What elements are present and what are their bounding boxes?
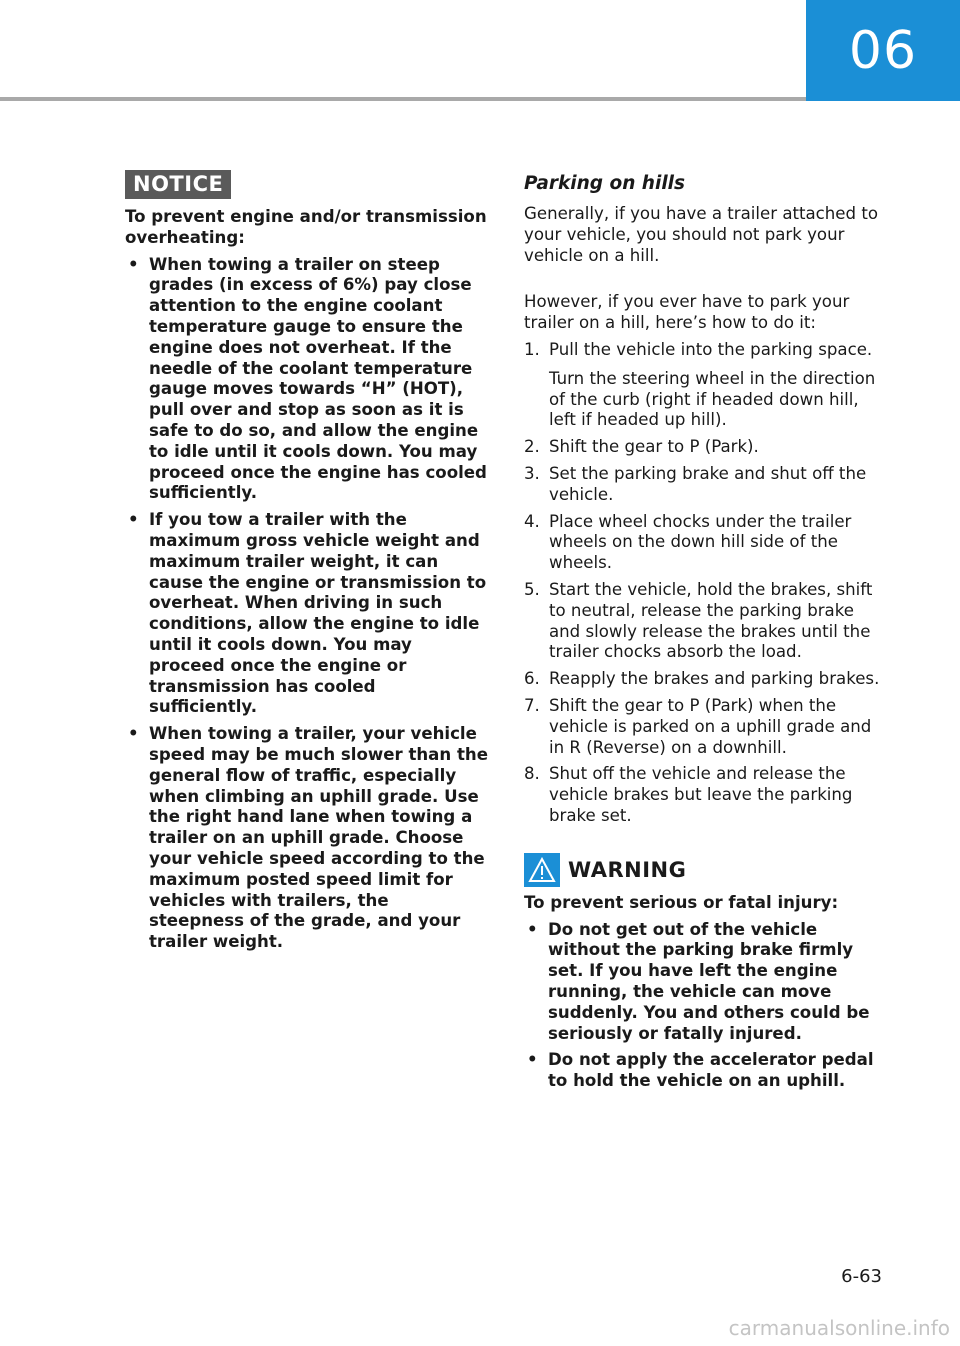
step-item [524, 464, 888, 506]
watermark: carmanualsonline.info [728, 1316, 950, 1340]
step-text: Start the vehicle, hold the brakes, shift to neutral, release the parking brake and slowly release the brakes until the trailer chocks absorb the load. [549, 579, 873, 662]
notice-item: • If you tow a trailer with the maximum gross vehicle weight and maximum trailer weight, it can cause the engine or transmission to overheat. When driving in such conditions, allow the engine to idle until it cools down. You may proceed once the engine or transmission has cooled sufficiently. [125, 510, 489, 718]
step-text: Reapply the brakes and parking brakes. [549, 669, 880, 689]
step-item [524, 437, 888, 458]
notice-column [125, 170, 489, 959]
parking-column [524, 170, 888, 1098]
step-item [524, 696, 888, 758]
chapter-tab [806, 0, 960, 101]
step-text: Shut off the vehicle and release the vehicle brakes but leave the parking brake set. [549, 764, 853, 825]
warning-item: • Do not get out of the vehicle without the parking brake firmly set. If you have left the engine running, the vehicle can move suddenly. You and others could be seriously or fatally injured. [524, 920, 888, 1045]
section-title: Parking on hills [524, 173, 686, 194]
warning-title: WARNING [568, 857, 687, 882]
step-item [524, 580, 888, 663]
step-item [524, 512, 888, 574]
notice-item: • When towing a trailer on steep grades (in excess of 6%) pay close attention to the engine coolant temperature gauge to ensure the engine does not overheat. If the needle of the coolant temperature gauge moves towards “H” (HOT), pull over and stop as soon as it is safe to do so, and allow the engine to idle until it cools down. You may proceed once the engine has cooled sufficiently. [125, 255, 489, 505]
notice-item: • When towing a trailer, your vehicle speed may be much slower than the general flow of traffic, especially when climbing an uphill grade. Use the right hand lane when towing a trailer on an uphill grade. Choose your vehicle speed according to the maximum posted speed limit for vehicles with trailers, the steepness of the grade, and your trailer weight. [125, 724, 489, 953]
step-number: 7. [524, 695, 540, 715]
step-item [524, 669, 888, 690]
notice-intro: To prevent engine and/or transmission overheating: [125, 207, 487, 247]
step-item [524, 340, 888, 431]
header-rule [0, 97, 806, 101]
step-text: Pull the vehicle into the parking space. [549, 339, 873, 359]
step-number: 4. [524, 511, 540, 531]
warning-list [524, 920, 888, 1092]
chapter-number: 06 [848, 20, 918, 81]
step-number: 6. [524, 669, 540, 689]
warning-item: • Do not apply the accelerator pedal to hold the vehicle on an uphill. [524, 1050, 888, 1092]
paragraph: However, if you ever have to park your trailer on a hill, here’s how to do it: [524, 292, 850, 333]
step-text: Shift the gear to P (Park). [549, 437, 759, 457]
step-text: Place wheel chocks under the trailer wheels on the down hill side of the wheels. [549, 511, 852, 573]
warning-triangle-icon [524, 853, 560, 887]
notice-badge: NOTICE [125, 170, 231, 199]
paragraph: Generally, if you have a trailer attached to your vehicle, you should not park your vehicle on a hill. [524, 204, 878, 265]
step-subtext: Turn the steering wheel in the direction of the curb (right if headed down hill, left if headed up hill). [549, 368, 876, 430]
step-number: 1. [524, 339, 540, 359]
step-number: 8. [524, 764, 540, 784]
warning-header [524, 853, 888, 887]
step-number: 3. [524, 463, 540, 483]
step-number: 2. [524, 437, 540, 457]
warning-intro: To prevent serious or fatal injury: [524, 892, 839, 912]
notice-list [125, 255, 489, 953]
step-item [524, 764, 888, 826]
steps-list [524, 340, 888, 827]
page-number: 6-63 [841, 1266, 882, 1287]
step-text: Shift the gear to P (Park) when the vehicle is parked on a uphill grade and in R (Reverse) on a downhill. [549, 695, 872, 757]
step-number: 5. [524, 579, 540, 599]
step-text: Set the parking brake and shut off the vehicle. [549, 463, 867, 504]
